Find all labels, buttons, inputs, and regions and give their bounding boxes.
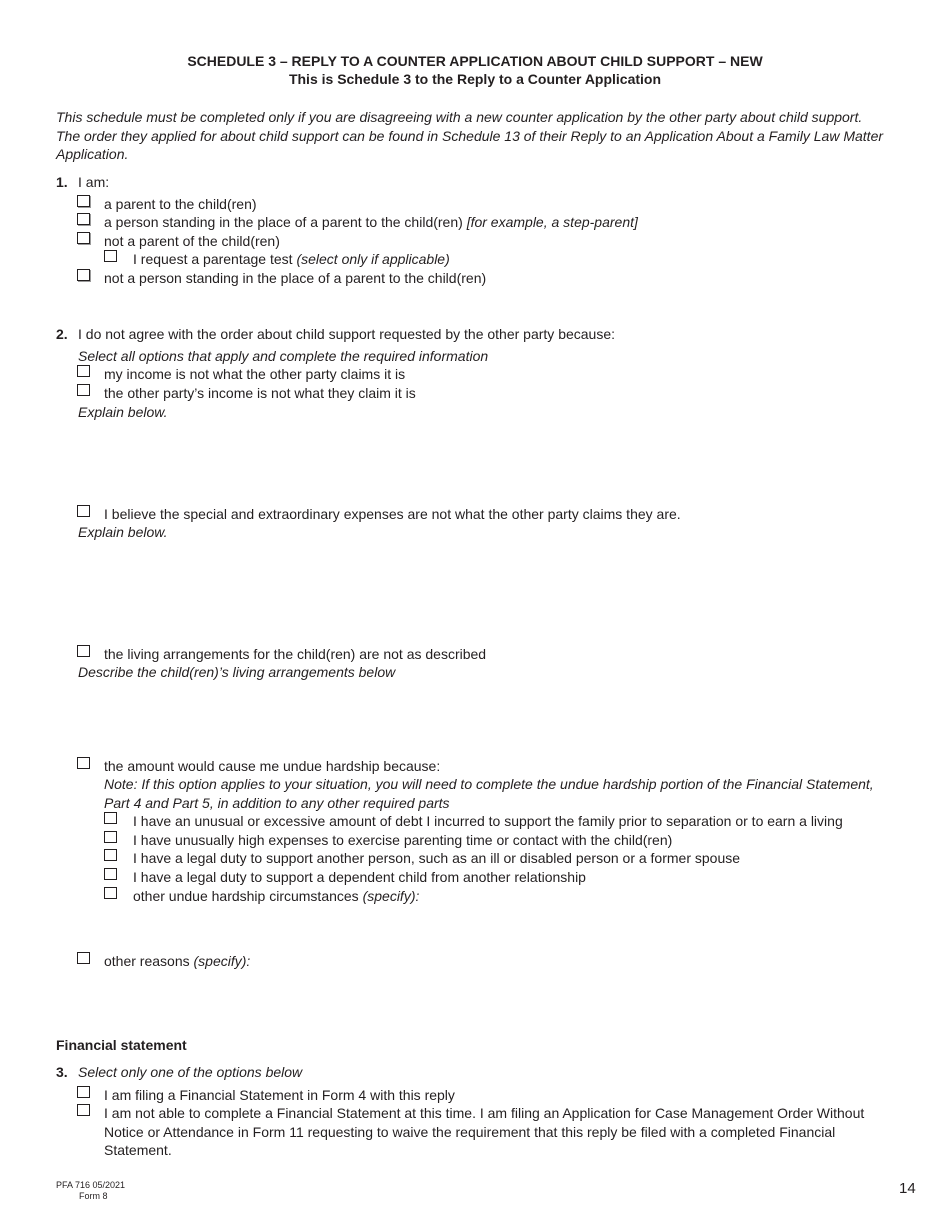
q2-hardship-label: the amount would cause me undue hardship because: xyxy=(104,758,441,774)
q2-living-label: the living arrangements for the child(ren) are not as described xyxy=(104,646,487,662)
q2-explain-income: Explain below. xyxy=(78,404,168,420)
q2-other-income-checkbox[interactable] xyxy=(77,384,90,396)
q2-other-income-label: the other party’s income is not what they claim it is xyxy=(104,385,416,401)
q1-standing-checkbox[interactable] xyxy=(77,213,90,225)
q1-standing-note: [for example, a step-parent] xyxy=(466,214,638,230)
q2-explain-expenses: Explain below. xyxy=(78,524,168,540)
schedule-subtitle: This is Schedule 3 to the Reply to a Counter Application xyxy=(288,71,662,87)
hardship-dependent-label: I have a legal duty to support a dependent child from another relationship xyxy=(133,869,586,885)
q2-my-income-checkbox[interactable] xyxy=(77,365,90,377)
q3-number: 3. xyxy=(56,1064,68,1080)
q1-not-standing-checkbox[interactable] xyxy=(77,269,90,281)
q2-expenses-checkbox[interactable] xyxy=(77,505,90,517)
financial-heading: Financial statement xyxy=(56,1037,187,1053)
q2-number: 2. xyxy=(56,326,68,342)
schedule-title: SCHEDULE 3 – REPLY TO A COUNTER APPLICATION ABOUT CHILD SUPPORT – NEW xyxy=(187,53,763,69)
intro-line-2: The order they applied for about child support can be found in Schedule 13 of their Reply to an Application About a Family Law Matter xyxy=(56,128,884,144)
hardship-expenses-checkbox[interactable] xyxy=(104,831,117,843)
q3-filing-label: I am filing a Financial Statement in Form 4 with this reply xyxy=(104,1087,455,1103)
q3-not-able-line-3: Statement. xyxy=(104,1142,172,1158)
q1-standing-option xyxy=(104,213,638,231)
q2-other-reasons-checkbox[interactable] xyxy=(77,952,90,964)
intro-line-3: Application. xyxy=(56,146,129,162)
q1-parentage-option xyxy=(133,250,450,268)
q1-parentage-note: (select only if applicable) xyxy=(296,251,450,267)
hardship-debt-checkbox[interactable] xyxy=(104,812,117,824)
q3-filing-checkbox[interactable] xyxy=(77,1086,90,1098)
hardship-legal-duty-label: I have a legal duty to support another person, such as an ill or disabled person or a former spouse xyxy=(133,850,741,866)
q2-hardship-note-2: Part 4 and Part 5, in addition to any other required parts xyxy=(104,795,450,811)
q2-other-reasons-note: (specify): xyxy=(193,953,251,969)
q2-my-income-label: my income is not what the other party claims it is xyxy=(104,366,406,382)
form-name: Form 8 xyxy=(79,1191,108,1201)
hardship-other-label: other undue hardship circumstances xyxy=(133,888,359,904)
hardship-debt-label: I have an unusual or excessive amount of debt I incurred to support the family prior to separation or to earn a living xyxy=(133,813,843,829)
q2-living-note: Describe the child(ren)’s living arrangements below xyxy=(78,664,396,680)
q1-not-parent-label: not a parent of the child(ren) xyxy=(104,233,280,249)
q3-not-able-checkbox[interactable] xyxy=(77,1104,90,1116)
q3-instruction: Select only one of the options below xyxy=(78,1064,303,1080)
page-number: 14 xyxy=(899,1180,916,1197)
hardship-other-note: (specify): xyxy=(362,888,420,904)
q2-other-reasons-label: other reasons xyxy=(104,953,190,969)
q1-label: I am: xyxy=(78,174,110,190)
q1-parent-checkbox[interactable] xyxy=(77,195,90,207)
hardship-other-checkbox[interactable] xyxy=(104,887,117,899)
q2-expenses-label: I believe the special and extraordinary expenses are not what the other party claims they are. xyxy=(104,506,681,522)
q1-parentage-test-checkbox[interactable] xyxy=(104,250,117,262)
q3-not-able-line-1: I am not able to complete a Financial Statement at this time. I am filing an Application for Case Management Order Without xyxy=(104,1105,865,1121)
q1-not-parent-checkbox[interactable] xyxy=(77,232,90,244)
q1-standing-label: a person standing in the place of a parent to the child(ren) xyxy=(104,214,463,230)
hardship-dependent-checkbox[interactable] xyxy=(104,868,117,880)
hardship-legal-duty-checkbox[interactable] xyxy=(104,849,117,861)
q2-label: I do not agree with the order about child support requested by the other party because: xyxy=(78,326,616,342)
q1-number: 1. xyxy=(56,174,68,190)
hardship-expenses-label: I have unusually high expenses to exercise parenting time or contact with the child(ren) xyxy=(133,832,673,848)
q3-not-able-line-2: Notice or Attendance in Form 11 requesting to waive the requirement that this reply be filed with a completed Financial xyxy=(104,1124,836,1140)
intro-line-1: This schedule must be completed only if you are disagreeing with a new counter application by the other party about child support. xyxy=(56,109,863,125)
q2-other-reasons-option xyxy=(104,952,250,970)
q2-living-checkbox[interactable] xyxy=(77,645,90,657)
form-code: PFA 716 05/2021 xyxy=(56,1180,126,1190)
q2-hardship-checkbox[interactable] xyxy=(77,757,90,769)
q1-parent-label: a parent to the child(ren) xyxy=(104,196,257,212)
q2-hardship-note-1: Note: If this option applies to your situation, you will need to complete the undue hardship portion of the Financial Statement, xyxy=(104,776,874,792)
q1-not-standing-label: not a person standing in the place of a parent to the child(ren) xyxy=(104,270,487,286)
hardship-other-option xyxy=(133,887,419,905)
q2-instruction: Select all options that apply and complete the required information xyxy=(78,348,489,364)
q1-parentage-label: I request a parentage test xyxy=(133,251,293,267)
